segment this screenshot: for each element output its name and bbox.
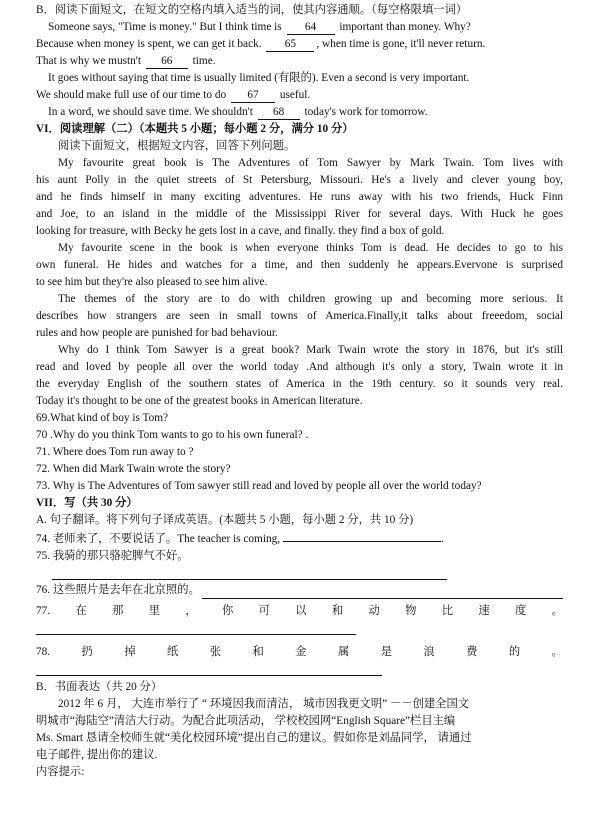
para1-line: and Joe, to an island in the middle of the Mississippi River for several days. With Huck he goes <box>36 208 563 220</box>
q77 <box>36 603 563 620</box>
q76-answer-line[interactable] <box>202 586 563 599</box>
para1-line: and he finds himself in many exciting adventures. He runs away with his two friends, Huck Finn <box>36 191 563 203</box>
q78-char: 扔 <box>81 646 93 658</box>
cloze-line-1 <box>36 19 563 36</box>
exam-page <box>36 2 563 781</box>
q74 <box>36 529 563 548</box>
section-vii-header: VII．写（共 30 分） <box>36 497 138 509</box>
part-b-line: 明城市“海陆空”清洁大行动。为配合此项活动， 学校校园网“English Square”栏目主编 <box>36 715 456 727</box>
q76 <box>36 582 563 599</box>
q77-char: 你 <box>221 605 234 617</box>
question-71: 71. Where does Tom run away to ? <box>36 446 194 458</box>
part-b-line: 2012 年 6 月， 大连市举行了 “ 环境因我而清洁， 城市因我更文明” －－创建全国文 <box>58 698 470 710</box>
cloze-text: Because when money is spent, we can get it back. <box>36 38 262 50</box>
q77-char: 。 <box>551 605 563 617</box>
para4-line: Today it's thought to be one of the greatest books in American literature. <box>36 395 363 407</box>
q77-char: 和 <box>331 605 344 617</box>
question-69: 69.What kind of boy is Tom? <box>36 412 169 424</box>
q77-char: 比 <box>441 605 453 617</box>
cloze-line-2 <box>36 36 563 53</box>
part-b-header: B．书面表达（共 20 分） <box>36 681 163 693</box>
section-vi-header: VI．阅读理解（二）（本题共 5 小题；每小题 2 分，满分 10 分） <box>36 123 354 135</box>
cloze-text: today's work for tomorrow. <box>304 106 428 118</box>
para4-line: the everyday English of the southern states of America in the 19th century. so it sounds very real. <box>36 378 563 390</box>
q78-char: 的 <box>508 646 521 658</box>
reading-instruction: 阅读下面短文，根据短文内容，回答下列问题。 <box>58 140 296 152</box>
q78-char: 浪 <box>423 646 435 658</box>
q78-char: 掉 <box>124 646 136 658</box>
q75-answer-row <box>36 565 563 582</box>
q78-char: 78. <box>36 646 51 658</box>
q77-answer-row <box>36 620 563 636</box>
blank-65[interactable]: 65 <box>266 38 314 52</box>
q76-text: 76. 这些照片是去年在北京照的。 <box>36 584 200 596</box>
q74-end: . <box>440 533 444 545</box>
question-72: 72. When did Mark Twain wrote the story? <box>36 463 231 475</box>
cloze-text: useful. <box>279 89 311 101</box>
q74-text: 74. 老师来了，不要说话了。The teacher is coming, <box>36 533 281 545</box>
q77-char: 速 <box>478 605 490 617</box>
cloze-text: That is why we mustn't <box>36 55 141 67</box>
q78-char: 。 <box>551 646 563 658</box>
q75: 75. 我骑的那只骆驼脾气不好。 <box>36 550 189 562</box>
q78 <box>36 644 563 661</box>
q78-char: 和 <box>252 646 264 658</box>
q77-answer-line[interactable] <box>36 622 356 635</box>
para3-line: describes how strangers are seen in small towns of America.Finally,it talks about freeedom, social <box>36 310 563 322</box>
q78-answer-line[interactable] <box>36 663 382 676</box>
para1-line: looking for treasure, with Becky he gets lost in a cave, and finally. they find a box of gold. <box>36 225 445 237</box>
para2-line: to see him but they're also pleased to see him alive. <box>36 276 268 288</box>
blank-64[interactable]: 64 <box>287 21 335 35</box>
para3-line: The themes of the story are to do with children growing up and becoming more serious. It <box>58 293 563 305</box>
cloze-line-4: It goes without saying that time is usually limited (有限的). Even a second is very important. <box>48 72 470 84</box>
part-b-line: Ms. Smart 恳请全校师生就“美化校园环境”提出自己的建议。假如你是刘晶同学， 请通过 <box>36 732 472 744</box>
q77-char: 在 <box>75 605 87 617</box>
cloze-text: , when time is gone, it'll never return. <box>316 38 486 50</box>
q74-answer-line[interactable] <box>283 529 441 542</box>
q78-char: 是 <box>380 646 392 658</box>
para3-line: rules and how people are punished for bad behaviour. <box>36 327 278 339</box>
q77-char: 动 <box>368 605 380 617</box>
part-b-line: 电子邮件, 提出你的建议. <box>36 749 158 761</box>
q77-char: 可 <box>258 605 270 617</box>
cloze-text: In a word, we should save time. We shouldn't <box>48 106 253 118</box>
para4-line: Why do I think Tom Sawyer is a great book? Mark Twain wrote the story in 1876, but it's still <box>58 344 563 356</box>
q77-char: 以 <box>295 605 307 617</box>
part-b-line: 内容提示: <box>36 766 85 778</box>
para4-line: read and loved by people all over the world today .And although it's only a story, Twain wrote it in <box>36 361 563 373</box>
question-73: 73. Why is The Adventures of Tom sawyer still read and loved by people all over the world today? <box>36 480 482 492</box>
para1-line: My favourite great book is The Adventures of Tom Sawyer by Mark Twain. Tom lives with <box>58 157 563 169</box>
blank-66[interactable]: 66 <box>146 55 188 69</box>
cloze-text: Someone says, "Time is money." But I think time is <box>48 21 282 33</box>
q78-char: 纸 <box>167 646 179 658</box>
q77-char: 77. <box>36 605 51 617</box>
cloze-line-6 <box>36 104 563 121</box>
q77-char: 里 <box>148 605 160 617</box>
q78-char: 费 <box>466 646 478 658</box>
q78-answer-row <box>36 661 563 677</box>
para2-line: own funeral. He hides and watches for a time, and then suddenly he appears.Evervone is surprised <box>36 259 563 271</box>
q78-char: 属 <box>337 646 350 658</box>
cloze-line-3 <box>36 53 563 70</box>
q75-answer-line[interactable] <box>52 567 447 580</box>
blank-67[interactable]: 67 <box>231 89 275 103</box>
q77-char: ， <box>185 605 197 617</box>
cloze-text: important than money. Why? <box>339 21 471 33</box>
q77-char: 物 <box>405 605 417 617</box>
cloze-line-5 <box>36 87 563 104</box>
para2-line: My favourite scene in the book is when everyone thinks Tom is dead. He decides to go to his <box>58 242 563 254</box>
q77-char: 那 <box>112 605 124 617</box>
q78-char: 张 <box>209 646 222 658</box>
cloze-text: time. <box>192 55 216 67</box>
question-70: 70 .Why do you think Tom wants to go to his own funeral? . <box>36 429 309 441</box>
para1-line: his aunt Polly in the quiet streets of St Petersburg, Missouri. He's a lively and clever young boy, <box>36 174 563 186</box>
cloze-text: We should make full use of our time to do <box>36 89 227 101</box>
q77-char: 度 <box>514 605 527 617</box>
blank-68[interactable]: 68 <box>258 106 300 120</box>
section-b-header: B．阅读下面短文，在短文的空格内填入适当的词，使其内容通顺。（每空格限填一词） <box>36 4 468 16</box>
q78-char: 金 <box>295 646 307 658</box>
part-a-header: A. 句子翻译。将下列句子译成英语。(本题共 5 小题，每小题 2 分，共 10 分) <box>36 514 414 526</box>
